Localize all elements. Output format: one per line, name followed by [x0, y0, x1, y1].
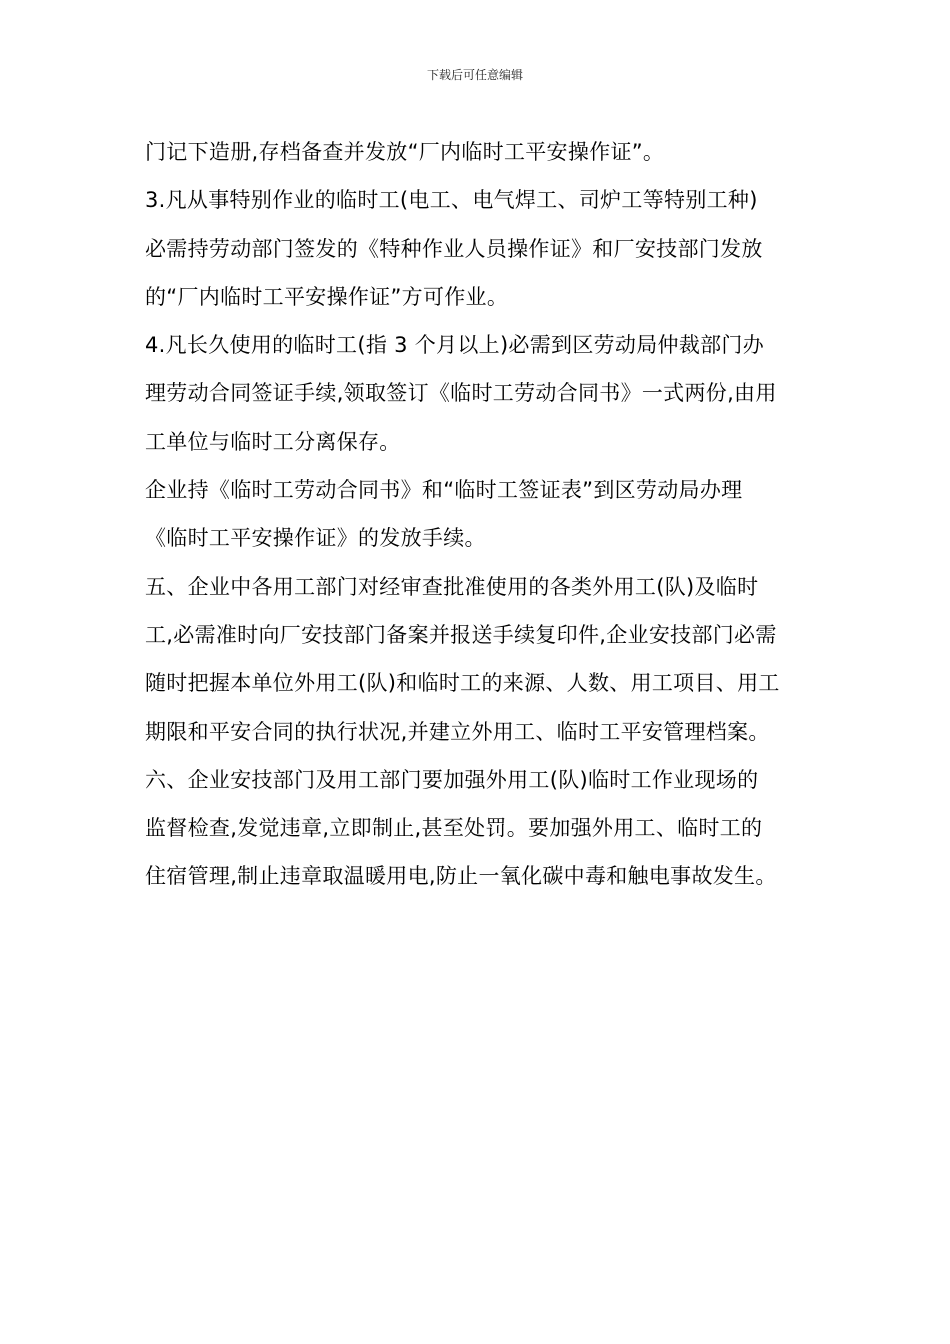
text-line: 理劳动合同签证手续,领取签订《临时工劳动合同书》一式两份,由用 [145, 381, 777, 406]
document-body [145, 128, 815, 901]
text-line: 五、企业中各用工部门对经审查批准使用的各类外用工(队)及临时 [145, 574, 759, 599]
text-line: 六、企业安技部门及用工部门要加强外用工(队)临时工作业现场的 [145, 767, 759, 792]
text-line: 4.凡长久使用的临时工(指 3 个月以上)必需到区劳动局仲裁部门办 [145, 333, 765, 358]
text-line: 期限和平安合同的执行状况,并建立外用工、临时工平安管理档案。 [145, 719, 770, 744]
text-line: 工,必需准时向厂安技部门备案并报送手续复印件,企业安技部门必需 [145, 622, 777, 647]
text-line: 《临时工平安操作证》的发放手续。 [145, 526, 486, 551]
text-line: 工单位与临时工分离保存。 [145, 429, 401, 454]
text-line: 3.凡从事特别作业的临时工(电工、电气焊工、司炉工等特别工种) [145, 188, 758, 213]
text-line: 必需持劳动部门签发的《特种作业人员操作证》和厂安技部门发放 [145, 236, 763, 261]
text-line: 随时把握本单位外用工(队)和临时工的来源、人数、用工项目、用工 [145, 671, 780, 696]
text-line: 企业持《临时工劳动合同书》和“临时工签证表”到区劳动局办理 [145, 478, 743, 503]
text-line: 门记下造册,存档备查并发放“厂内临时工平安操作证”。 [145, 140, 665, 164]
text-line: 住宿管理,制止违章取温暖用电,防止一氧化碳中毒和触电事故发生。 [145, 864, 777, 889]
text-line: 的“厂内临时工平安操作证”方可作业。 [145, 284, 509, 309]
text-line: 监督检查,发觉违章,立即制止,甚至处罚。要加强外用工、临时工的 [145, 816, 763, 841]
page-header: 下载后可任意编辑 [426, 68, 523, 82]
